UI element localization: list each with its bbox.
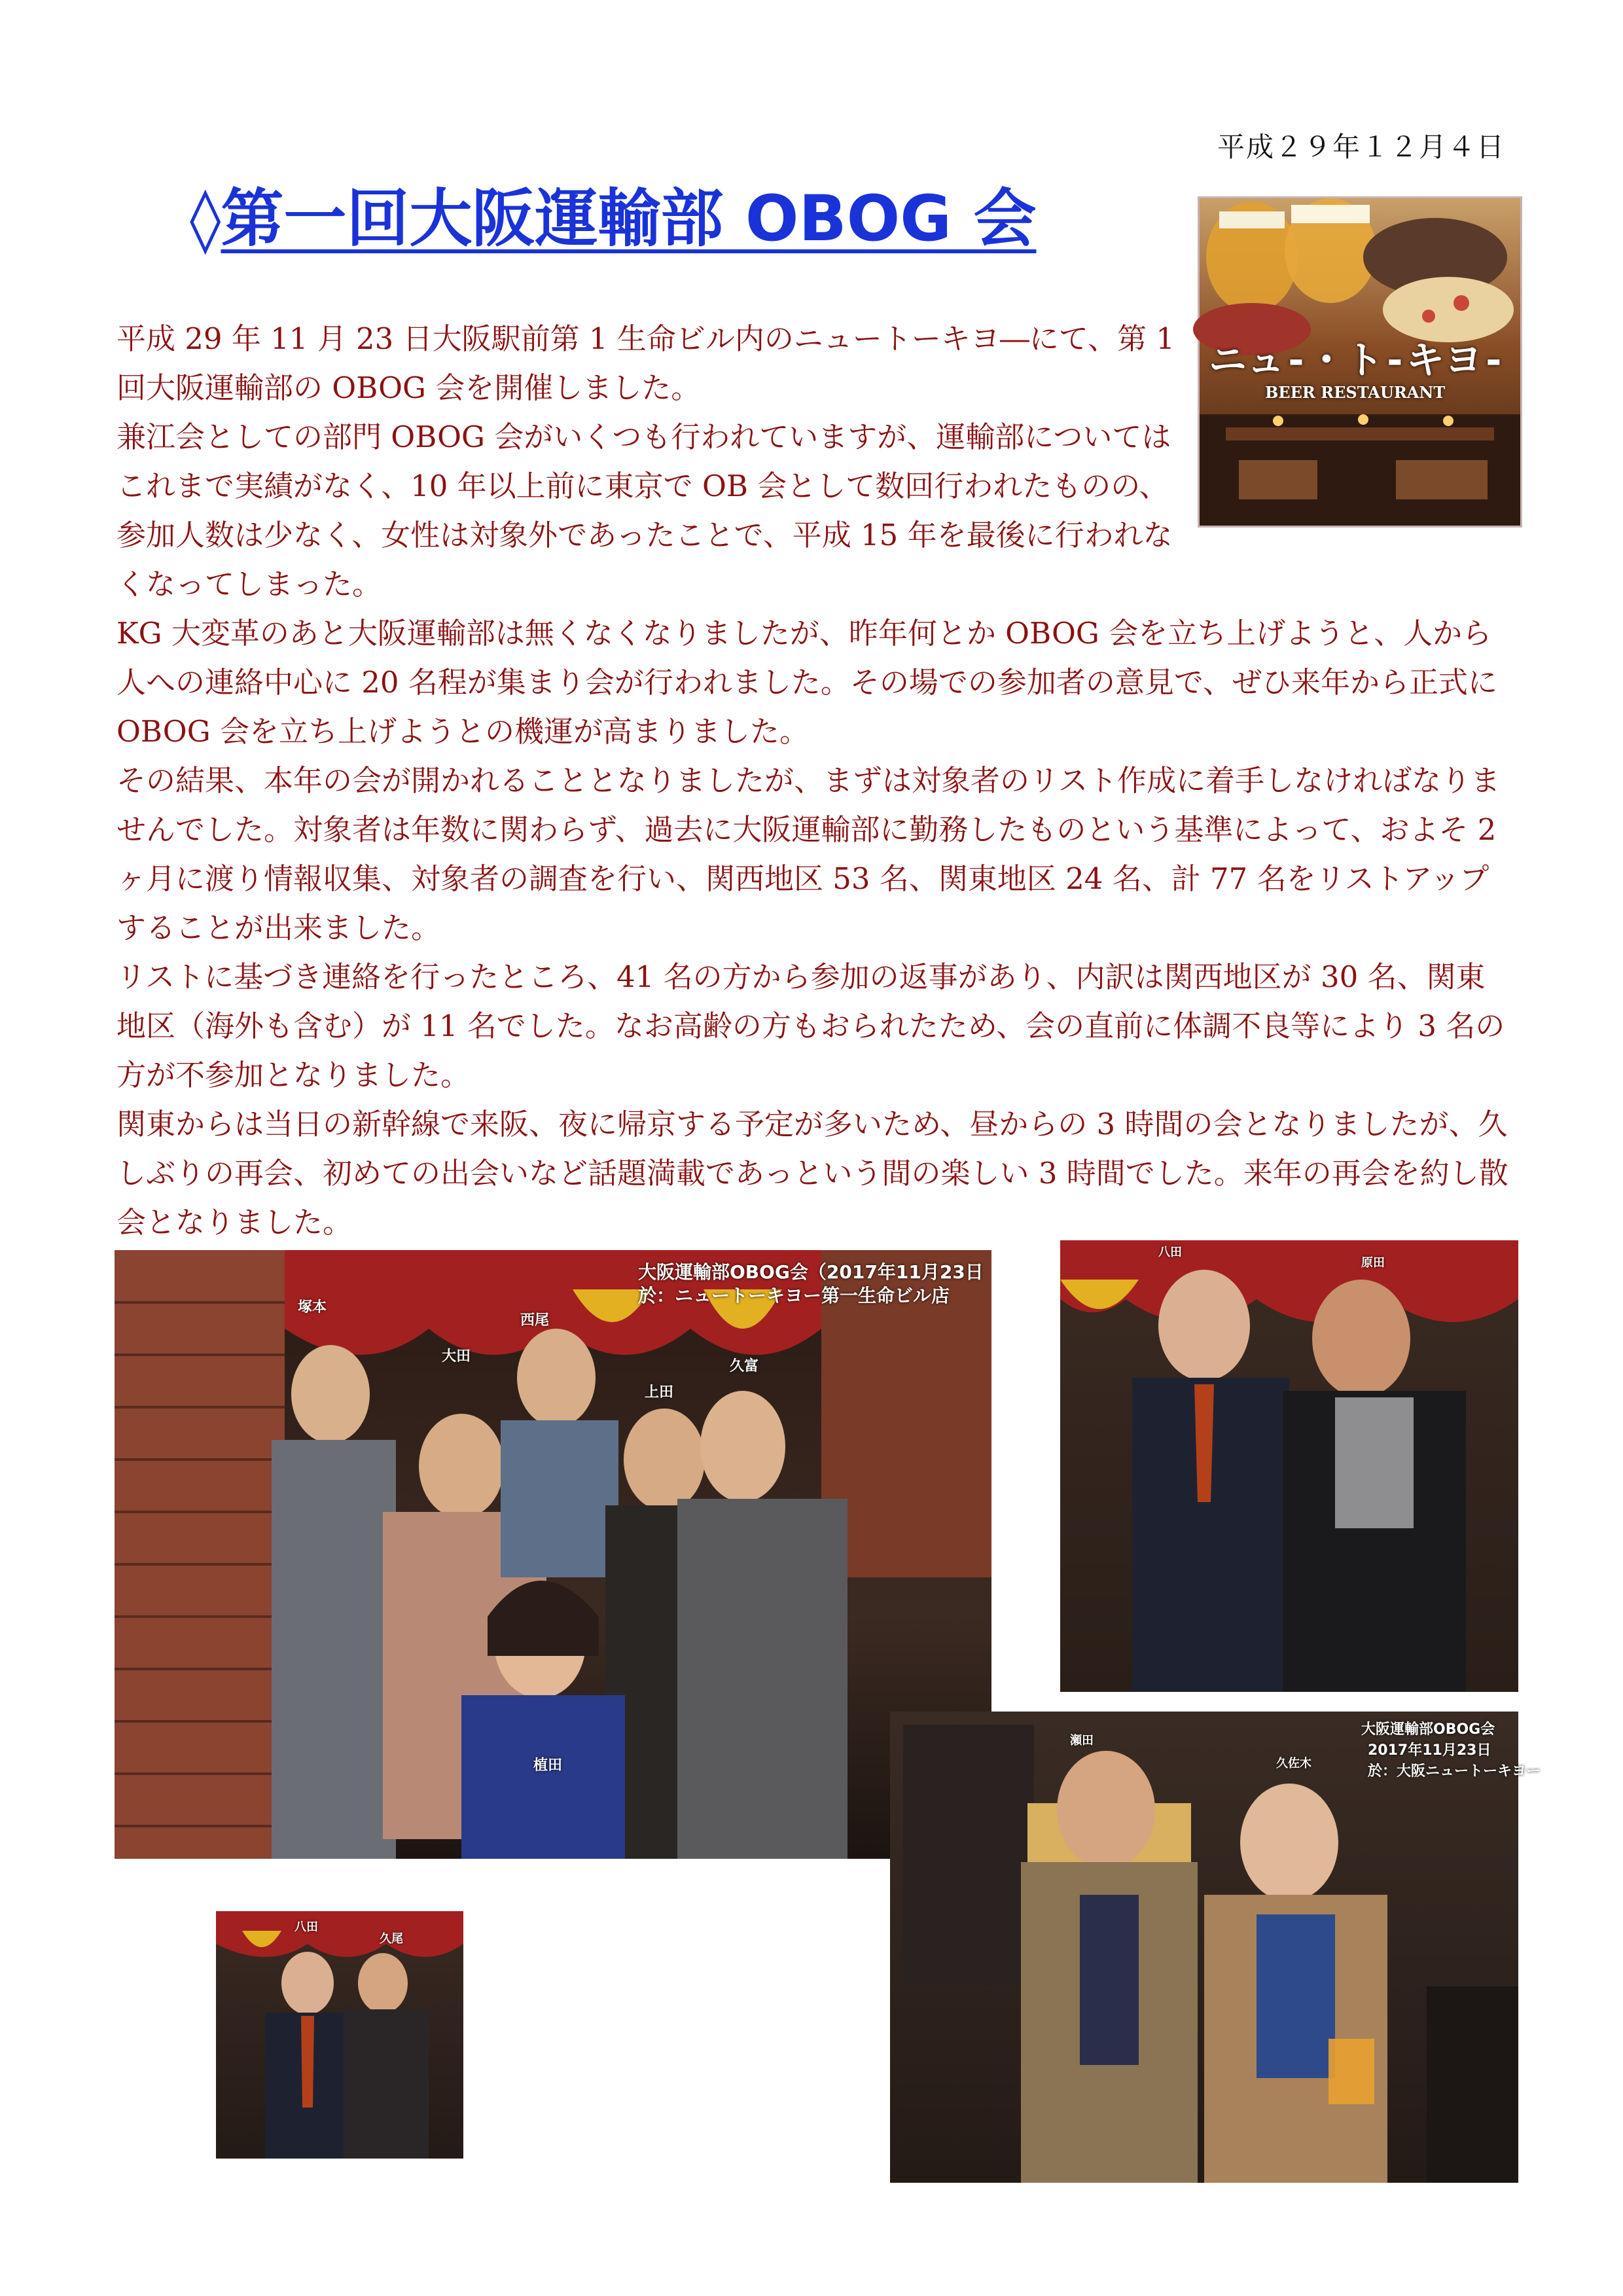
pair-photo-3-art <box>216 1911 463 2159</box>
pair-photo-2-caption-2: 2017年11月23日 <box>1368 1742 1491 1759</box>
name-label-ota: 大田 <box>442 1348 471 1365</box>
diamond-icon: ◊ <box>190 182 221 255</box>
group-photo-caption-1: 大阪運輸部OBOG会（2017年11月23日 <box>638 1261 984 1283</box>
pair-photo-2-art <box>890 1712 1518 2183</box>
paragraph-3: KG 大変革のあと大阪運輸部は無くなくなりましたが、昨年何とか OBOG 会を立ち上げようと、人から人への連絡中心に 20 名程が集まり会が行われました。その場での参加者の意見で、ぜひ来年から正式に OBOG 会を立ち上げようとの機運が高まりました。 <box>116 616 1497 749</box>
pair-photo-2 <box>890 1712 1541 2183</box>
name-label-kutomi: 久富 <box>730 1358 759 1374</box>
name-label-hatta: 八田 <box>1158 1246 1182 1259</box>
name-label-hatta-2: 八田 <box>294 1920 318 1934</box>
name-label-harada: 原田 <box>1361 1256 1385 1270</box>
document-date: 平成２９年１２月４日 <box>1217 131 1505 163</box>
name-label-ueda: 上田 <box>645 1384 674 1401</box>
name-label-nishio: 西尾 <box>520 1312 550 1329</box>
name-label-ueda-2: 植田 <box>533 1757 563 1774</box>
group-photo-caption-2: 於：ニュートーキヨー第一生命ビル店 <box>638 1285 950 1306</box>
pair-photo-2-caption-3: 於：大阪ニュートーキヨー <box>1368 1763 1541 1780</box>
name-label-kuo: 久尾 <box>380 1932 403 1946</box>
paragraph-1: 平成 29 年 11 月 23 日大阪駅前第 1 生命ビル内のニュートーキヨ―にて、第 1 回大阪運輸部の OBOG 会を開催しました。 <box>116 321 1175 405</box>
page-title <box>190 169 1036 259</box>
name-label-tsukamoto: 塚本 <box>298 1299 327 1316</box>
paragraph-6: 関東からは当日の新幹線で来阪、夜に帰京する予定が多いため、昼からの 3 時間の会となりましたが、久しぶりの再会、初めての出会いなど話題満載であっという間の楽しい 3 時間でした。来年の再会を約し散会となりました。 <box>116 1107 1508 1240</box>
pair-photo-2-caption-1: 大阪運輸部OBOG会 <box>1361 1721 1495 1738</box>
group-photo <box>115 1250 991 1859</box>
name-label-kusaki: 久佐木 <box>1276 1757 1311 1770</box>
paragraph-4: その結果、本年の会が開かれることとなりましたが、まずは対象者のリスト作成に着手しなければなりませんでした。対象者は年数に関わらず、過去に大阪運輸部に勤務したものという基準によって、およそ 2 ヶ月に渡り情報収集、対象者の調査を行い、関西地区 53 名、関東地区 24 名、計 77 名をリストアップすることが出来ました。 <box>116 763 1501 945</box>
restaurant-logo-sub: BEER RESTAURANT <box>1265 383 1446 402</box>
paragraph-5: リストに基づき連絡を行ったところ、41 名の方から参加の返事があり、内訳は関西地区が 30 名、関東地区（海外も含む）が 11 名でした。なお高齢の方もおられたため、会の直前に体調不良等により 3 名の方が不参加となりました。 <box>116 960 1505 1092</box>
paragraph-2: 兼江会としての部門 OBOG 会がいくつも行われていますが、運輸部についてはこれまで実績がなく、10 年以上前に東京で OB 会として数回行われたものの、参加人数は少なく、女性は対象外であったことで、平成 15 年を最後に行われなくなってしまった。 <box>116 420 1173 601</box>
pair-photo-1-art <box>1060 1240 1518 1692</box>
article-body <box>116 314 1510 1247</box>
title-text: 第一回大阪運輸部 OBOG 会 <box>221 182 1037 255</box>
pair-photo-3 <box>216 1911 463 2159</box>
restaurant-logo: ニュ-・ト-キヨ- <box>1209 338 1505 382</box>
pair-photo-1 <box>1060 1240 1518 1692</box>
name-label-seta: 瀬田 <box>1070 1734 1094 1748</box>
